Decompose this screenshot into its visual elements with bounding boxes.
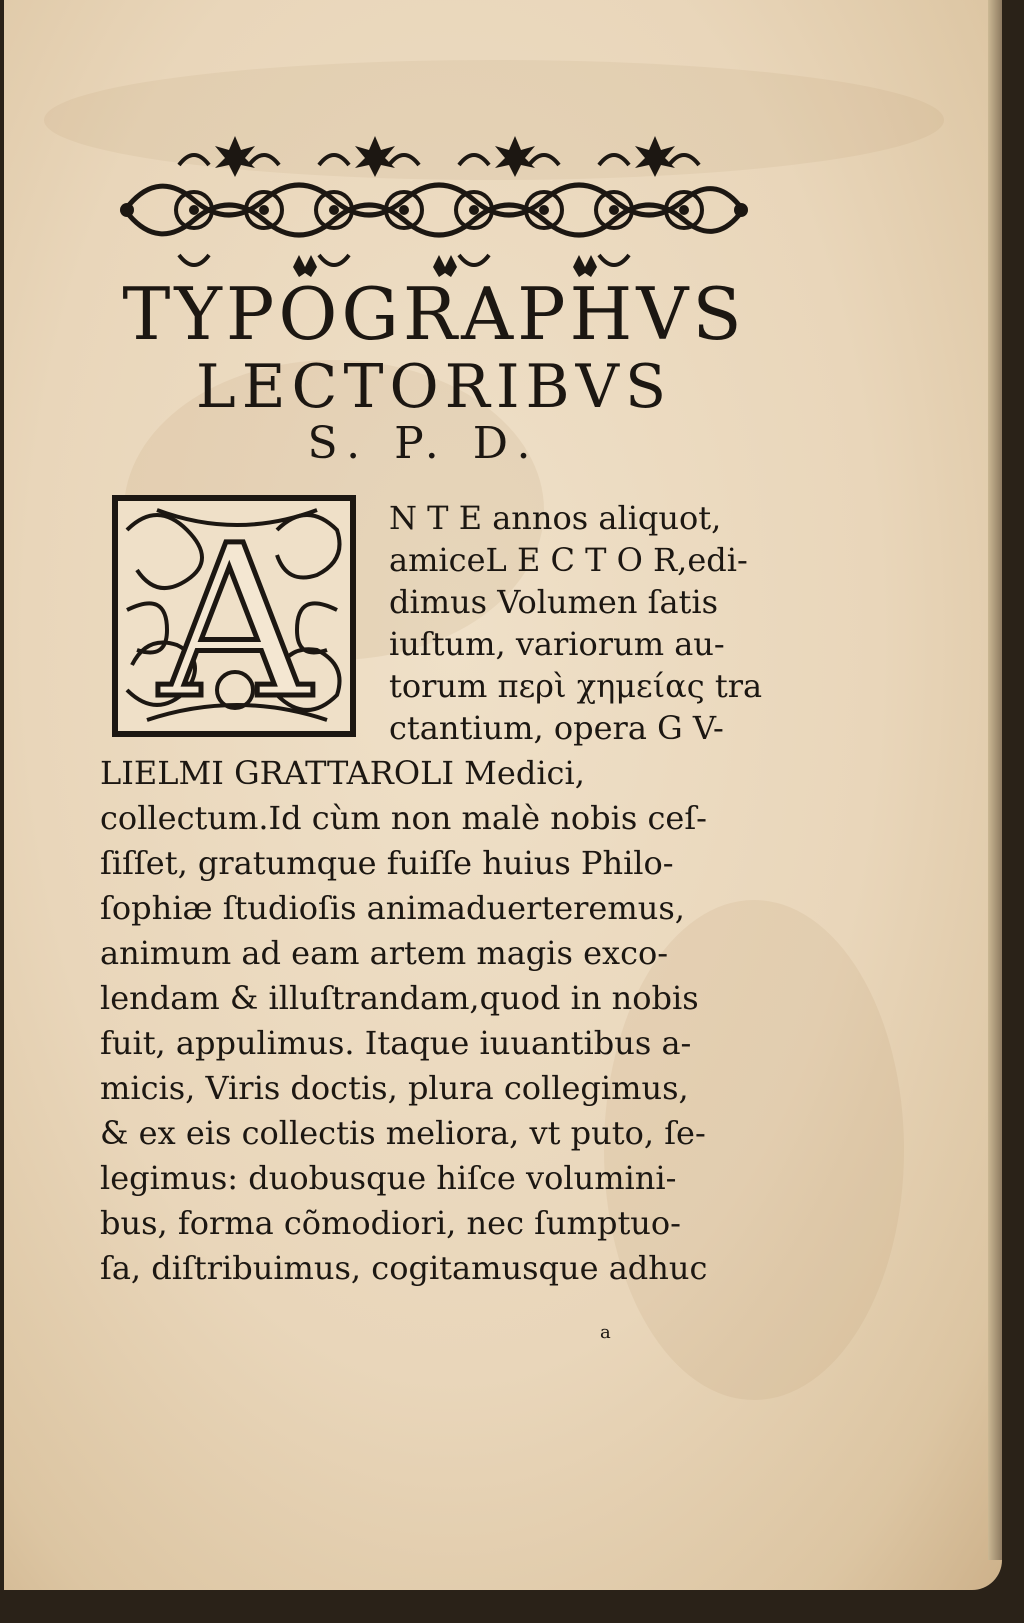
text-line: & ex eis collectis meliora, vt puto, ſe- <box>100 1114 706 1152</box>
book-page <box>4 0 1002 1590</box>
heading-line-1: TYPOGRAPHVS <box>122 272 746 356</box>
initial-ornament <box>107 490 367 746</box>
decorated-initial <box>107 490 367 746</box>
heading-line-3: S. P. D. <box>307 418 541 469</box>
text-line: fuit, appulimus. Itaque iuuantibus a- <box>100 1024 692 1062</box>
heading-line-2: LECTORIBVS <box>195 352 673 422</box>
text-line: ſa, diſtribuimus, cogitamusque adhuc <box>100 1249 708 1287</box>
text-line: dimus Volumen ſatis <box>389 583 719 621</box>
signature-mark: a <box>600 1322 611 1343</box>
text-line: collectum.Id cùm non malè nobis ceſ- <box>100 799 707 837</box>
text-line: lendam & illuſtrandam,quod in nobis <box>100 979 699 1017</box>
text-line: amiceL E C T O R,edi- <box>389 541 748 579</box>
page-edge <box>988 0 1002 1560</box>
text-line: iuſtum, variorum au- <box>389 625 725 663</box>
initial-letter: A <box>159 500 311 745</box>
text-line: bus, forma cõmodiori, nec ſumptuo- <box>100 1204 681 1242</box>
text-line: ſiſſet, gratumque fuiſſe huius Philo- <box>100 844 674 882</box>
text-line: ctantium, opera G V- <box>389 709 724 747</box>
text-line: micis, Viris doctis, plura collegimus, <box>100 1069 689 1107</box>
text-line: torum περὶ χημείας tra <box>389 667 763 705</box>
text-line: LIELMI GRATTAROLI Medici, <box>100 754 585 792</box>
text-line: legimus: duobusque hiſce volumini- <box>100 1159 677 1197</box>
text-line: animum ad eam artem magis exco- <box>100 934 669 972</box>
text-line: N T E annos aliquot, <box>389 499 722 537</box>
ornamental-headpiece <box>119 130 749 280</box>
text-line: ſophiæ ſtudioſis animaduerteremus, <box>100 889 685 927</box>
